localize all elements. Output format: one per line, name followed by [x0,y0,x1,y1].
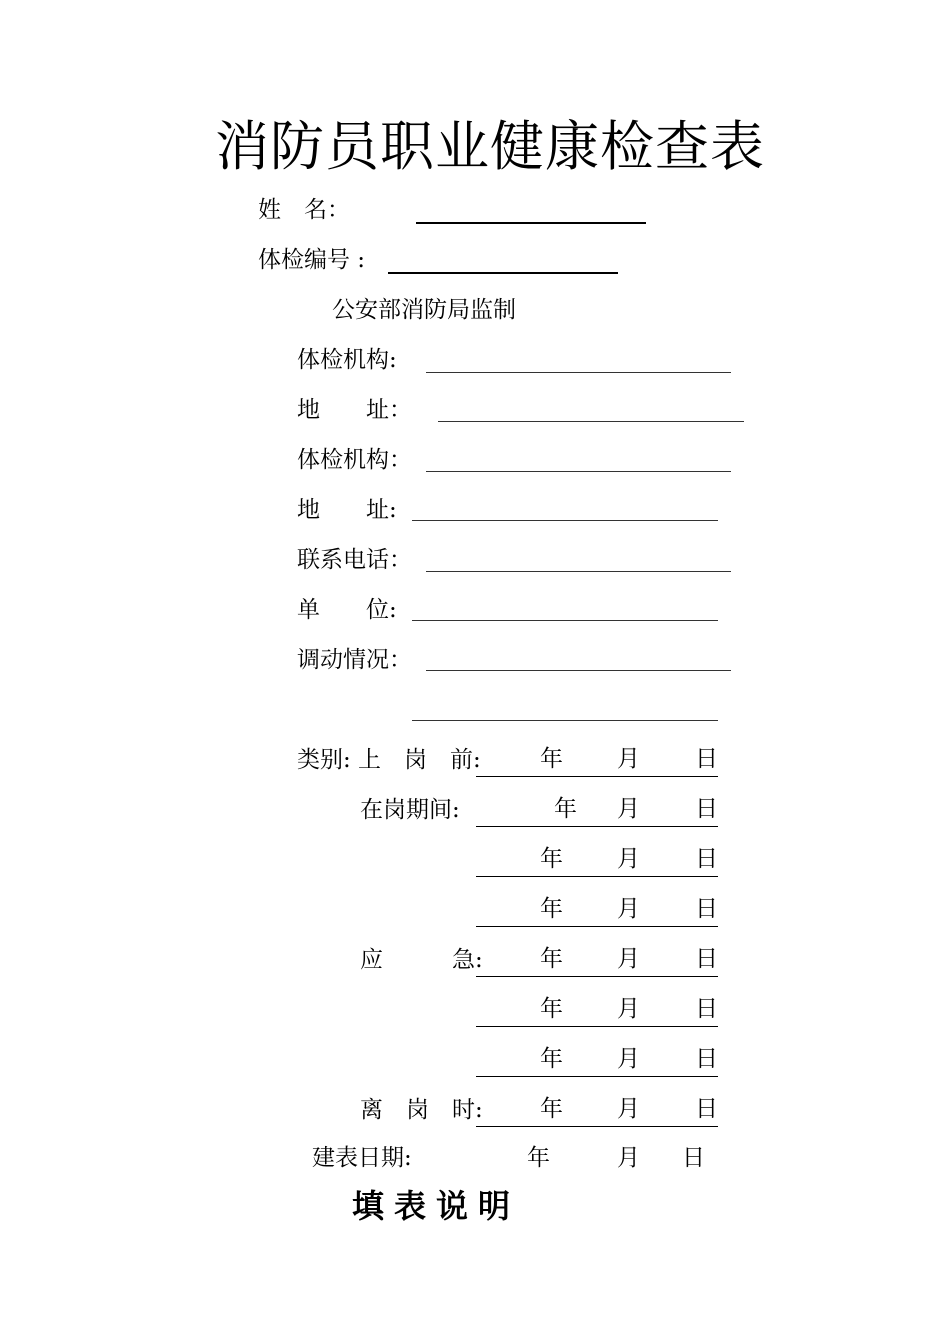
created-month-unit: 月 [617,1145,640,1171]
category-date-field[interactable] [476,1046,718,1077]
category-date-field[interactable] [476,746,718,777]
created-day-unit: 日 [682,1145,705,1171]
transfer-label: 调动情况： [297,647,412,673]
date-year-unit: 年 [540,846,563,872]
category-row-label: 上 岗 前: [358,747,481,773]
date-year-unit: 年 [540,746,563,772]
institution-2-label: 体检机构： [297,447,412,473]
transfer-field[interactable] [426,670,731,671]
category-row-label: 在岗期间: [360,797,460,823]
date-day-unit: 日 [695,946,718,972]
category-date-field[interactable] [476,796,718,827]
unit-field[interactable] [412,620,718,621]
form-title: 消防员职业健康检查表 [215,115,765,178]
date-month-unit: 月 [617,846,640,872]
date-year-unit: 年 [554,796,577,822]
instructions-heading: 填表说明 [352,1187,521,1225]
name-field[interactable] [416,222,646,224]
phone-field[interactable] [426,571,731,572]
category-row-label: 应 急: [360,947,483,973]
date-day-unit: 日 [695,746,718,772]
date-day-unit: 日 [695,846,718,872]
address-2-label: 地 址: [297,497,397,523]
created-year-unit: 年 [527,1145,550,1171]
address-1-field[interactable] [438,421,744,422]
transfer-field-extra[interactable] [412,720,718,721]
date-month-unit: 月 [617,796,640,822]
date-day-unit: 日 [695,996,718,1022]
date-year-unit: 年 [540,896,563,922]
date-month-unit: 月 [617,996,640,1022]
date-month-unit: 月 [617,1096,640,1122]
date-month-unit: 月 [617,746,640,772]
name-label: 姓 名： [258,197,350,223]
date-month-unit: 月 [617,946,640,972]
exam-number-label: 体检编号 : [258,247,366,273]
date-year-unit: 年 [540,946,563,972]
date-year-unit: 年 [540,1046,563,1072]
institution-1-field[interactable] [426,372,731,373]
date-year-unit: 年 [540,996,563,1022]
category-date-field[interactable] [476,946,718,977]
institution-2-field[interactable] [426,471,731,472]
exam-number-field[interactable] [388,272,618,274]
date-day-unit: 日 [695,896,718,922]
category-date-field[interactable] [476,896,718,927]
date-year-unit: 年 [540,1096,563,1122]
supervisor-text: 公安部消防局监制 [332,297,516,323]
unit-label: 单 位: [297,597,397,623]
category-date-field[interactable] [476,1096,718,1127]
date-day-unit: 日 [695,1046,718,1072]
category-date-field[interactable] [476,996,718,1027]
date-day-unit: 日 [695,796,718,822]
category-row-label: 离 岗 时: [360,1097,483,1123]
address-1-label: 地 址： [297,397,412,423]
category-label: 类别: [297,747,351,773]
created-date-label: 建表日期: [312,1145,412,1171]
institution-1-label: 体检机构: [297,347,397,373]
phone-label: 联系电话： [297,547,412,573]
date-month-unit: 月 [617,1046,640,1072]
category-date-field[interactable] [476,846,718,877]
date-day-unit: 日 [695,1096,718,1122]
address-2-field[interactable] [412,520,718,521]
date-month-unit: 月 [617,896,640,922]
